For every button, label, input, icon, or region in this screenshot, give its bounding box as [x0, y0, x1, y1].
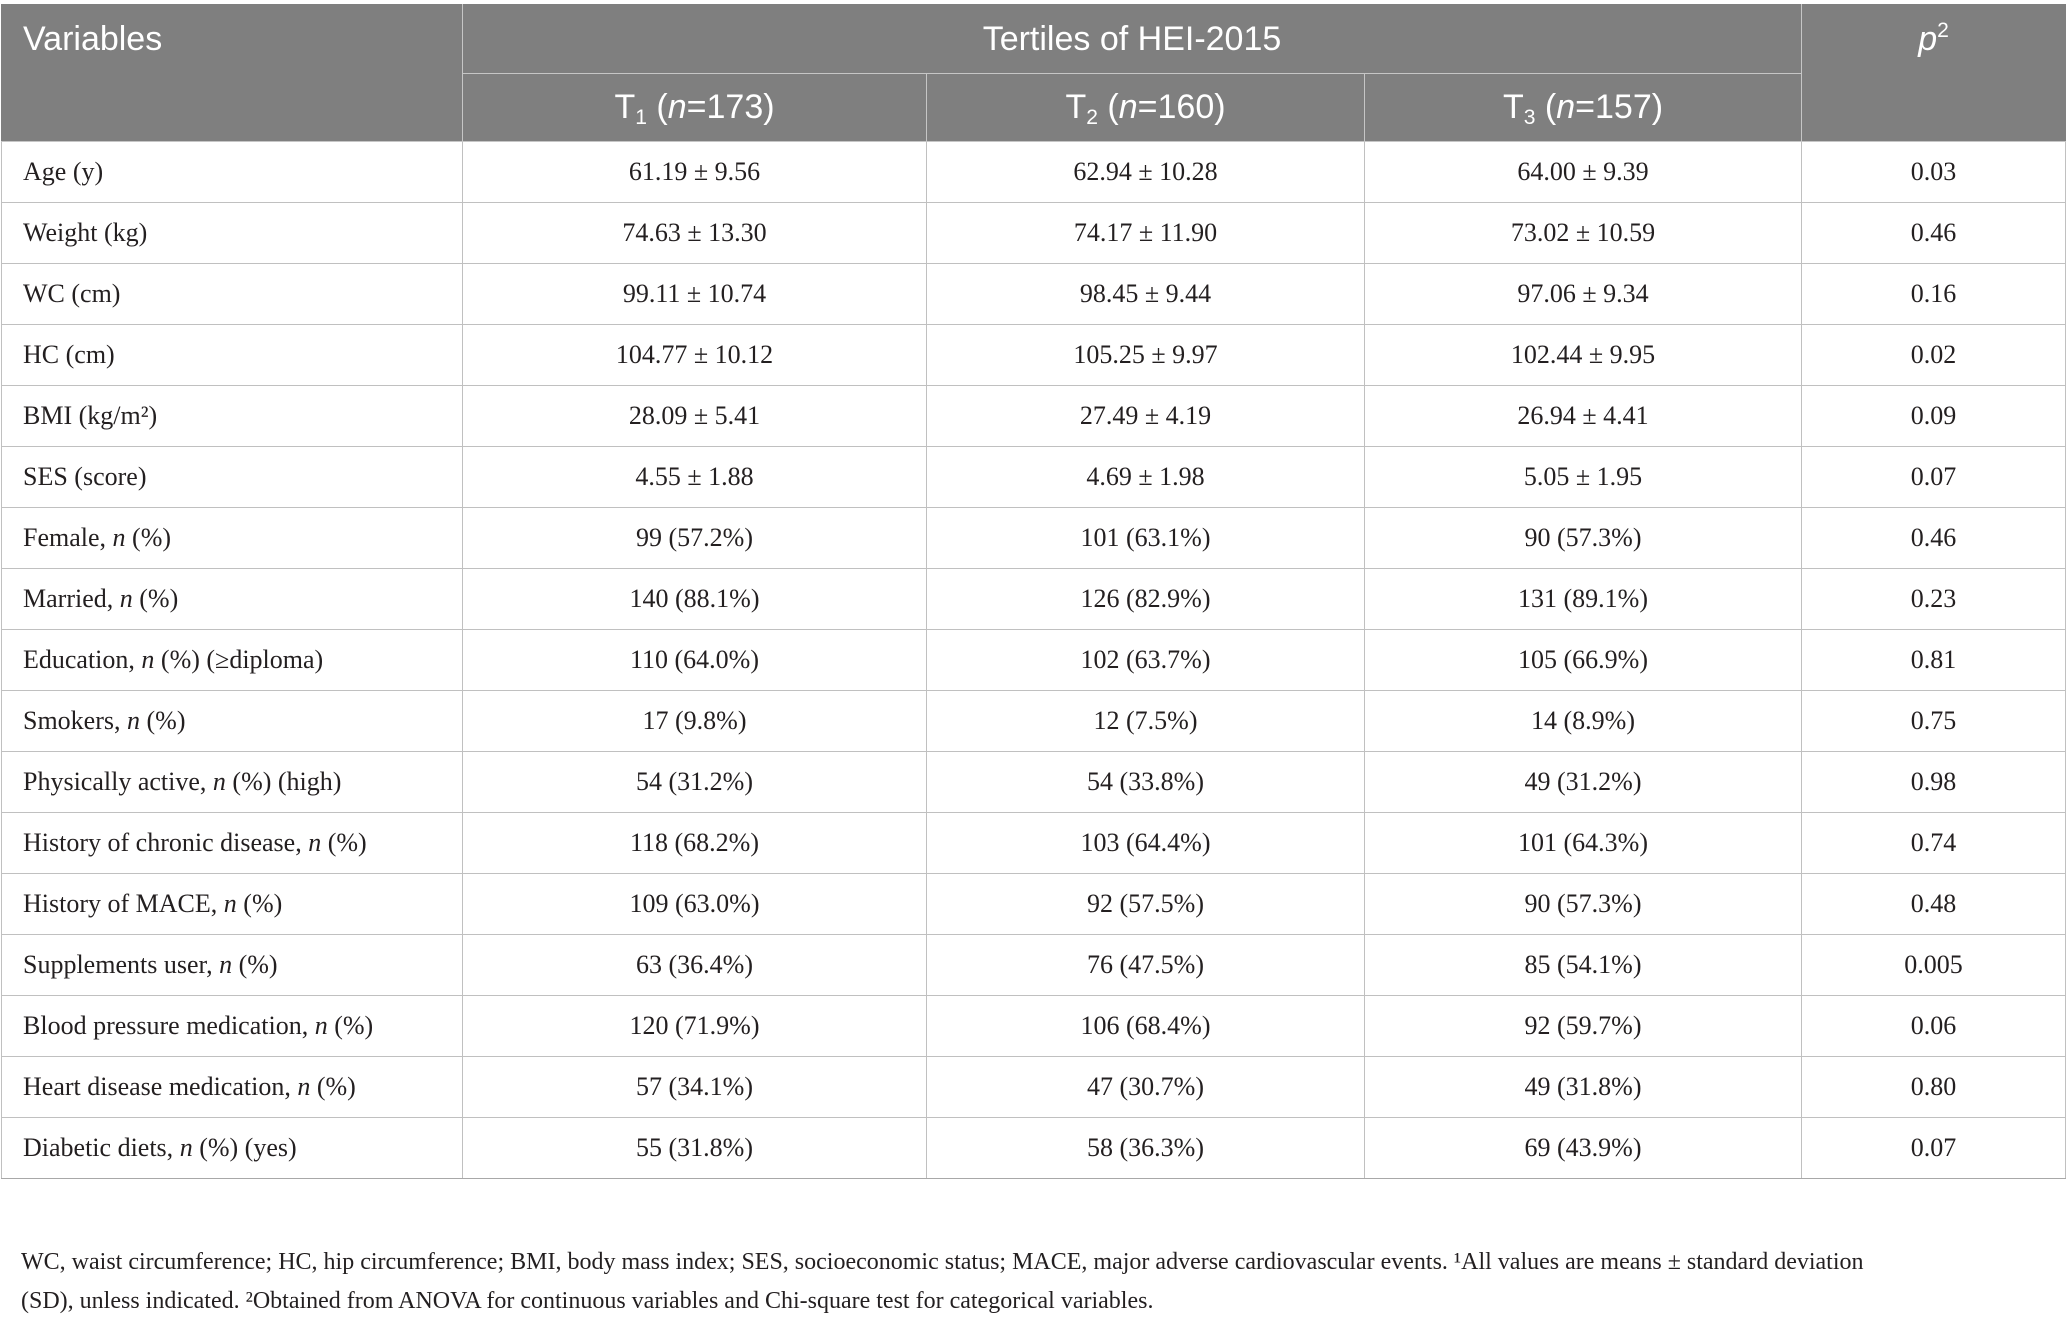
variable-label: BMI (kg/m²) [23, 401, 158, 430]
t3-cell: 131 (89.1%) [1365, 569, 1802, 630]
t2-cell: 58 (36.3%) [927, 1118, 1365, 1179]
p-value-cell: 0.16 [1802, 264, 2066, 325]
header-t3-letter: T [1502, 88, 1524, 126]
t1-cell: 118 (68.2%) [463, 813, 927, 874]
t2-cell: 102 (63.7%) [927, 630, 1365, 691]
variable-label-italic: n [297, 1072, 311, 1101]
table-row [2, 813, 2066, 874]
header-t1-subscript: 1 [635, 105, 647, 129]
t2-cell: 74.17 ± 11.90 [927, 203, 1365, 264]
t3-cell: 90 (57.3%) [1365, 508, 1802, 569]
variable-cell [2, 569, 463, 630]
variable-label-italic: n [112, 523, 126, 552]
t1-cell: 109 (63.0%) [463, 874, 927, 935]
table-row [2, 386, 2066, 447]
table-row [2, 630, 2066, 691]
t3-cell: 5.05 ± 1.95 [1365, 447, 1802, 508]
variable-label: History of MACE, [23, 889, 224, 918]
header-t3-subscript: 3 [1523, 105, 1536, 129]
table-row [2, 752, 2066, 813]
p-value-cell: 0.005 [1802, 935, 2066, 996]
t1-cell: 120 (71.9%) [463, 996, 927, 1057]
t1-cell: 55 (31.8%) [463, 1118, 927, 1179]
variable-label-suffix: (%) (yes) [192, 1133, 297, 1162]
p-value-cell: 0.03 [1802, 142, 2066, 203]
t3-cell: 92 (59.7%) [1365, 996, 1802, 1057]
p-value-cell: 0.07 [1802, 1118, 2066, 1179]
t2-cell: 27.49 ± 4.19 [927, 386, 1365, 447]
t3-cell: 85 (54.1%) [1365, 935, 1802, 996]
variable-label: Female, [23, 523, 113, 552]
table-row [2, 874, 2066, 935]
table-row [2, 325, 2066, 386]
t1-cell: 28.09 ± 5.41 [463, 386, 927, 447]
variable-label: Heart disease medication, [23, 1072, 298, 1101]
t2-cell: 62.94 ± 10.28 [927, 142, 1365, 203]
table-body [2, 142, 2066, 1179]
p-value-cell: 0.46 [1802, 203, 2066, 264]
variable-cell [2, 264, 463, 325]
t1-cell: 17 (9.8%) [463, 691, 927, 752]
table-row [2, 264, 2066, 325]
t2-cell: 4.69 ± 1.98 [927, 447, 1365, 508]
header-tertiles-group: Tertiles of HEI-2015 [463, 5, 1802, 74]
header-t2-letter: T [1065, 88, 1087, 126]
t2-cell: 105.25 ± 9.97 [927, 325, 1365, 386]
header-p-symbol: p [1918, 20, 1938, 58]
variable-label: Age (y) [23, 157, 104, 186]
t3-cell: 69 (43.9%) [1365, 1118, 1802, 1179]
table-row [2, 447, 2066, 508]
table-header [2, 5, 2066, 142]
t2-cell: 98.45 ± 9.44 [927, 264, 1365, 325]
header-p-superscript: 2 [1937, 18, 1949, 42]
variable-label-suffix: (%) [310, 1072, 356, 1101]
variable-label: SES (score) [23, 462, 147, 491]
variable-label: Weight (kg) [23, 218, 148, 247]
variable-label-suffix: (%) [232, 950, 278, 979]
variable-label: Married, [23, 584, 120, 613]
footnote-line-2: (SD), unless indicated. ²Obtained from ANOVA for continuous variables and Chi-square test for categorical variables. [21, 1288, 1154, 1314]
table-footnote [21, 1243, 2061, 1321]
variable-label-italic: n [219, 950, 233, 979]
t1-cell: 57 (34.1%) [463, 1057, 927, 1118]
variable-cell [2, 813, 463, 874]
p-value-cell: 0.02 [1802, 325, 2066, 386]
p-value-cell: 0.48 [1802, 874, 2066, 935]
table-row [2, 691, 2066, 752]
t3-cell: 49 (31.2%) [1365, 752, 1802, 813]
variable-label: Education, [23, 645, 142, 674]
variable-label: Supplements user, [23, 950, 220, 979]
t1-cell: 99 (57.2%) [463, 508, 927, 569]
variable-label-suffix: (%) [327, 1011, 374, 1040]
variable-label: Blood pressure medication, [23, 1011, 315, 1040]
variable-cell [2, 630, 463, 691]
t2-cell: 12 (7.5%) [927, 691, 1365, 752]
variable-label: WC (cm) [23, 279, 121, 308]
variable-label-italic: n [119, 584, 133, 613]
t2-cell: 92 (57.5%) [927, 874, 1365, 935]
table-row [2, 1118, 2066, 1179]
variable-label-italic: n [179, 1133, 193, 1162]
variable-label-suffix: (%) [132, 584, 179, 613]
variable-label: HC (cm) [23, 340, 115, 369]
variable-label: Diabetic diets, [23, 1133, 180, 1162]
variable-cell [2, 935, 463, 996]
variable-label-suffix: (%) (≥diploma) [154, 645, 324, 674]
t1-cell: 104.77 ± 10.12 [463, 325, 927, 386]
p-value-cell: 0.23 [1802, 569, 2066, 630]
table-row [2, 1057, 2066, 1118]
t3-cell: 105 (66.9%) [1365, 630, 1802, 691]
variable-cell [2, 325, 463, 386]
t2-cell: 54 (33.8%) [927, 752, 1365, 813]
variable-label-suffix: (%) [236, 889, 283, 918]
variable-label-suffix: (%) [321, 828, 367, 857]
p-value-cell: 0.80 [1802, 1057, 2066, 1118]
p-value-cell: 0.98 [1802, 752, 2066, 813]
header-p-value [1802, 5, 2066, 142]
t2-cell: 126 (82.9%) [927, 569, 1365, 630]
variable-label: Smokers, [23, 706, 127, 735]
variable-cell [2, 691, 463, 752]
table-row [2, 569, 2066, 630]
baseline-characteristics-table [1, 4, 2066, 1179]
variable-label-italic: n [308, 828, 322, 857]
variable-cell [2, 142, 463, 203]
variable-label-italic: n [212, 767, 226, 796]
t2-cell: 47 (30.7%) [927, 1057, 1365, 1118]
variable-label-suffix: (%) (high) [225, 767, 342, 796]
p-value-cell: 0.75 [1802, 691, 2066, 752]
variable-cell [2, 447, 463, 508]
header-t2-n: n [1118, 88, 1138, 126]
t3-cell: 90 (57.3%) [1365, 874, 1802, 935]
header-t2-open: ( [1097, 88, 1119, 126]
header-t2-count: =160) [1137, 88, 1226, 126]
header-variables: Variables [2, 5, 463, 142]
table-row [2, 935, 2066, 996]
header-t1-letter: T [614, 88, 636, 126]
header-t1-count: =173) [686, 88, 775, 126]
header-t3-open: ( [1535, 88, 1557, 126]
t3-cell: 97.06 ± 9.34 [1365, 264, 1802, 325]
variable-cell [2, 996, 463, 1057]
t3-cell: 14 (8.9%) [1365, 691, 1802, 752]
variable-cell [2, 874, 463, 935]
t1-cell: 63 (36.4%) [463, 935, 927, 996]
header-t3 [1365, 74, 1802, 142]
t1-cell: 61.19 ± 9.56 [463, 142, 927, 203]
t2-cell: 76 (47.5%) [927, 935, 1365, 996]
variable-label-italic: n [314, 1011, 328, 1040]
header-t1-n: n [667, 88, 687, 126]
p-value-cell: 0.46 [1802, 508, 2066, 569]
header-row-top [2, 5, 2066, 74]
t2-cell: 103 (64.4%) [927, 813, 1365, 874]
variable-label-italic: n [141, 645, 155, 674]
t3-cell: 26.94 ± 4.41 [1365, 386, 1802, 447]
variable-cell [2, 203, 463, 264]
t1-cell: 140 (88.1%) [463, 569, 927, 630]
header-t2 [927, 74, 1365, 142]
variable-label: Physically active, [23, 767, 213, 796]
table-row [2, 203, 2066, 264]
p-value-cell: 0.06 [1802, 996, 2066, 1057]
variable-label-italic: n [127, 706, 140, 735]
variable-label: History of chronic disease, [23, 828, 309, 857]
t1-cell: 110 (64.0%) [463, 630, 927, 691]
p-value-cell: 0.09 [1802, 386, 2066, 447]
header-t1-open: ( [646, 88, 668, 126]
t3-cell: 49 (31.8%) [1365, 1057, 1802, 1118]
variable-cell [2, 386, 463, 447]
table-row [2, 142, 2066, 203]
header-t3-n: n [1556, 88, 1576, 126]
header-t1 [463, 74, 927, 142]
t3-cell: 64.00 ± 9.39 [1365, 142, 1802, 203]
t1-cell: 4.55 ± 1.88 [463, 447, 927, 508]
variable-label-italic: n [223, 889, 237, 918]
variable-label-suffix: (%) [125, 523, 172, 552]
t2-cell: 101 (63.1%) [927, 508, 1365, 569]
t3-cell: 102.44 ± 9.95 [1365, 325, 1802, 386]
footnote-line-1: WC, waist circumference; HC, hip circumference; BMI, body mass index; SES, socioeconomic status; MACE, major adverse cardiovascular events. ¹All values are means ± standard deviation [21, 1249, 1864, 1275]
p-value-cell: 0.07 [1802, 447, 2066, 508]
t1-cell: 74.63 ± 13.30 [463, 203, 927, 264]
table-row [2, 996, 2066, 1057]
table-row [2, 508, 2066, 569]
variable-cell [2, 508, 463, 569]
t3-cell: 73.02 ± 10.59 [1365, 203, 1802, 264]
variable-cell [2, 752, 463, 813]
header-t3-count: =157) [1575, 88, 1664, 126]
t2-cell: 106 (68.4%) [927, 996, 1365, 1057]
variable-label-suffix: (%) [140, 706, 186, 735]
header-t2-subscript: 2 [1086, 105, 1098, 129]
p-value-cell: 0.81 [1802, 630, 2066, 691]
t3-cell: 101 (64.3%) [1365, 813, 1802, 874]
variable-cell [2, 1118, 463, 1179]
p-value-cell: 0.74 [1802, 813, 2066, 874]
t1-cell: 99.11 ± 10.74 [463, 264, 927, 325]
t1-cell: 54 (31.2%) [463, 752, 927, 813]
variable-cell [2, 1057, 463, 1118]
